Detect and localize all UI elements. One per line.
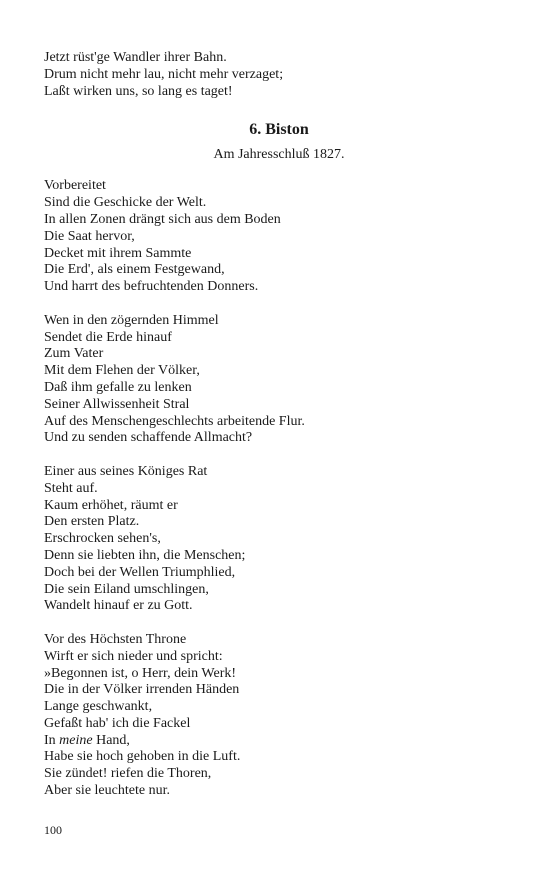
verse-line xyxy=(44,733,514,750)
verse-line: Mit dem Flehen der Völker, xyxy=(44,363,200,379)
poem-title: 6. Biston xyxy=(249,121,309,139)
verse-line: Auf des Menschengeschlechts arbeitende Flur. xyxy=(44,413,305,429)
verse-line: Sie zündet! riefen die Thoren, xyxy=(44,766,212,782)
verse-line: Seiner Allwissenheit Stral xyxy=(44,396,190,412)
verse-line: Lange geschwankt, xyxy=(44,699,153,715)
verse-line: Laßt wirken uns, so lang es taget! xyxy=(44,83,233,99)
verse-line: Wirft er sich nieder und spricht: xyxy=(44,648,223,664)
verse-line: Daß ihm gefalle zu lenken xyxy=(44,379,192,395)
verse-line: Kaum erhöhet, räumt er xyxy=(44,497,178,513)
verse-line: Steht auf. xyxy=(44,480,98,496)
verse-line: Aber sie leuchtete nur. xyxy=(44,783,170,799)
verse-line: Sind die Geschicke der Welt. xyxy=(44,195,207,211)
verse-line: Und zu senden schaffende Allmacht? xyxy=(44,430,253,446)
verse-line: Vorbereitet xyxy=(44,178,106,194)
verse-line: Drum nicht mehr lau, nicht mehr verzaget; xyxy=(44,66,284,82)
verse-line: Jetzt rüst'ge Wandler ihrer Bahn. xyxy=(44,50,227,65)
verse-line: Gefaßt hab' ich die Fackel xyxy=(44,715,191,731)
verse-line: Den ersten Platz. xyxy=(44,514,140,530)
verse-line: Die Saat hervor, xyxy=(44,228,135,244)
verse-line: Vor des Höchsten Throne xyxy=(44,631,187,647)
emphasized-word: meine xyxy=(59,732,93,748)
verse-line: »Begonnen ist, o Herr, dein Werk! xyxy=(44,665,237,681)
verse-text: In xyxy=(44,732,60,748)
poem-subtitle: Am Jahresschluß 1827. xyxy=(213,147,345,163)
verse-line: Zum Vater xyxy=(44,346,104,362)
verse-line: In allen Zonen drängt sich aus dem Boden xyxy=(44,211,281,227)
verse-line: Decket mit ihrem Sammte xyxy=(44,245,192,261)
verse-line: Und harrt des befruchtenden Donners. xyxy=(44,279,259,295)
stanza-1 xyxy=(44,178,514,296)
verse-line: Wen in den zögernden Himmel xyxy=(44,312,219,328)
verse-line: Einer aus seines Königes Rat xyxy=(44,463,208,479)
verse-line: Die in der Völker irrenden Händen xyxy=(44,682,240,698)
verse-line: Erschrocken sehen's, xyxy=(44,531,161,547)
page-number: 100 xyxy=(44,823,62,837)
stanza-4 xyxy=(44,632,514,800)
verse-line: Denn sie liebten ihn, die Menschen; xyxy=(44,547,246,563)
stanza-2 xyxy=(44,313,514,447)
verse-line: Sendet die Erde hinauf xyxy=(44,329,172,345)
verse-line: Habe sie hoch gehoben in die Luft. xyxy=(44,749,241,765)
verse-line: Doch bei der Wellen Triumphlied, xyxy=(44,564,236,580)
verse-line: Die sein Eiland umschlingen, xyxy=(44,581,209,597)
carryover-stanza xyxy=(44,50,514,100)
verse-line: Die Erd', als einem Festgewand, xyxy=(44,262,225,278)
verse-line: Wandelt hinauf er zu Gott. xyxy=(44,598,193,614)
page-body xyxy=(44,50,514,817)
verse-text: Hand, xyxy=(92,732,130,748)
stanza-3 xyxy=(44,464,514,615)
